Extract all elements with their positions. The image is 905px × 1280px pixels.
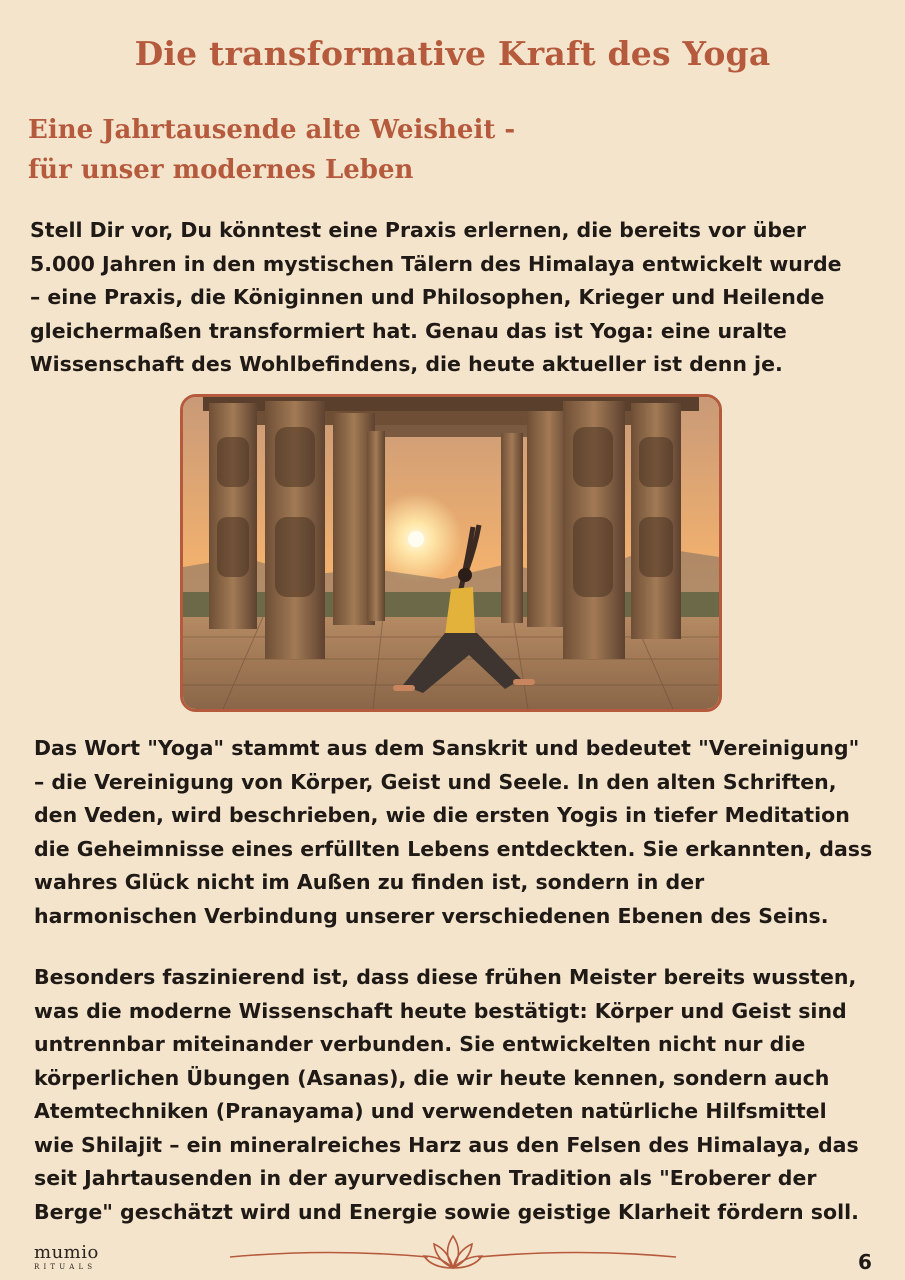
text-line: den Veden, wird beschrieben, wie die ersten Yogis in tiefer Meditation xyxy=(34,803,850,827)
text-line: Besonders faszinierend ist, dass diese frühen Meister bereits wussten, xyxy=(34,965,857,989)
text-line: – eine Praxis, die Königinnen und Philosophen, Krieger und Heilende xyxy=(30,285,825,309)
text-line: harmonischen Verbindung unserer verschiedenen Ebenen des Seins. xyxy=(34,903,829,928)
lotus-divider-icon xyxy=(228,1230,678,1276)
text-line: seit Jahrtausenden in der ayurvedischen Tradition als "Eroberer der xyxy=(34,1166,817,1190)
text-line: Berge" geschätzt wird und Energie sowie geistige Klarheit fördern soll. xyxy=(34,1199,859,1224)
text-line: wahres Glück nicht im Außen zu finden ist, sondern in der xyxy=(34,870,705,894)
subtitle-line: für unser modernes Leben xyxy=(28,155,414,185)
subtitle-line: Eine Jahrtausende alte Weisheit - xyxy=(28,115,516,145)
text-line: untrennbar miteinander verbunden. Sie entwickelten nicht nur die xyxy=(34,1032,806,1056)
text-line: Atemtechniken (Pranayama) und verwendeten natürliche Hilfsmittel xyxy=(34,1099,827,1123)
body-paragraph xyxy=(34,732,872,933)
brand-name: mumio xyxy=(34,1242,99,1263)
intro-paragraph xyxy=(30,214,842,382)
text-line: 5.000 Jahren in den mystischen Tälern des Himalaya entwickelt wurde xyxy=(30,251,842,276)
text-line: – die Vereinigung von Körper, Geist und Seele. In den alten Schriften, xyxy=(34,769,837,794)
brand-subtitle: RITUALS xyxy=(34,1263,97,1271)
text-line: körperlichen Übungen (Asanas), die wir heute kennen, sondern auch xyxy=(34,1065,830,1090)
text-line: was die moderne Wissenschaft heute bestätigt: Körper und Geist sind xyxy=(34,998,847,1023)
text-line: Stell Dir vor, Du könntest eine Praxis erlernen, die bereits vor über xyxy=(30,218,807,242)
brand-logo xyxy=(34,1244,99,1271)
text-line: die Geheimnisse eines erfüllten Lebens entdeckten. Sie erkannten, dass xyxy=(34,836,873,861)
subtitle xyxy=(28,110,515,190)
page-number: 6 xyxy=(858,1250,872,1274)
yoga-temple-photo xyxy=(180,394,722,712)
body-paragraph xyxy=(34,961,859,1229)
text-line: Wissenschaft des Wohlbefindens, die heute aktueller ist denn je. xyxy=(30,352,783,376)
text-line: Das Wort "Yoga" stammt aus dem Sanskrit und bedeutet "Vereinigung" xyxy=(34,736,860,760)
text-line: gleichermaßen transformiert hat. Genau das ist Yoga: eine uralte xyxy=(30,318,787,343)
page-title: Die transformative Kraft des Yoga xyxy=(134,34,771,73)
text-line: wie Shilajit – ein mineralreiches Harz aus den Felsen des Himalaya, das xyxy=(34,1132,859,1157)
